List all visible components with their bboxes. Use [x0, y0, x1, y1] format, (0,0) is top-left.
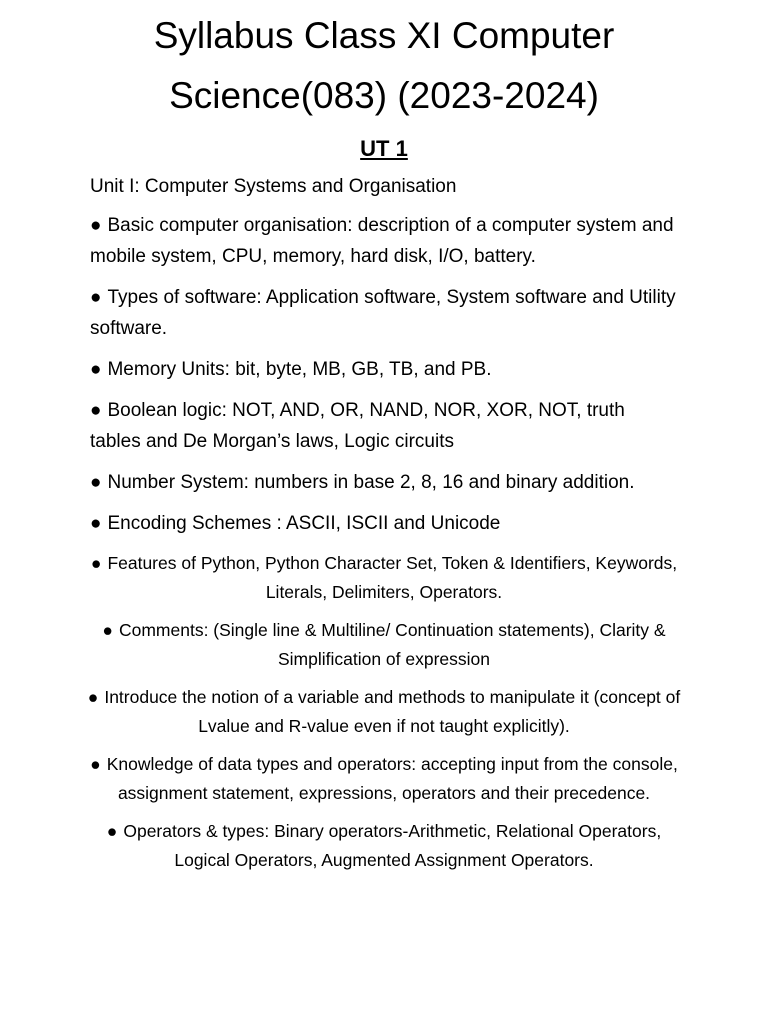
- bullet-icon: ●: [90, 287, 102, 308]
- list-item: [90, 508, 678, 539]
- list-item: [90, 395, 678, 457]
- unit-heading: Unit I: Computer Systems and Organisation: [90, 176, 457, 197]
- title-line-2: Science(083) (2023-2024): [169, 75, 599, 116]
- list-item-text: Types of software: Application software, System software and Utility software.: [90, 287, 676, 339]
- bullet-icon: ●: [87, 687, 99, 707]
- list-item: [90, 467, 678, 498]
- list-item-text: Introduce the notion of a variable and methods to manipulate it (concept of Lvalue and R-value even if not taught explicitly).: [104, 687, 681, 736]
- bullet-icon: ●: [90, 754, 101, 774]
- list-item-text: Number System: numbers in base 2, 8, 16 and binary addition.: [107, 472, 635, 493]
- title-line-1: Syllabus Class XI Computer: [153, 15, 615, 56]
- bullet-icon: ●: [90, 472, 102, 493]
- list-item: [80, 549, 688, 607]
- list-item: [90, 282, 678, 344]
- list-item-text: Basic computer organisation: description of a computer system and mobile system, CPU, memory, hard disk, I/O, battery.: [90, 215, 674, 267]
- section-heading: UT 1: [360, 136, 408, 161]
- page-title: [0, 0, 768, 126]
- bullet-icon: ●: [90, 553, 102, 573]
- list-item: [90, 750, 678, 808]
- bullet-icon: ●: [90, 400, 102, 421]
- list-item: [90, 354, 678, 385]
- list-item-text: Encoding Schemes : ASCII, ISCII and Unicode: [107, 513, 501, 534]
- bullet-icon: ●: [102, 620, 113, 640]
- list-item-text: Comments: (Single line & Multiline/ Continuation statements), Clarity & Simplification of expression: [118, 620, 666, 669]
- bullet-icon: ●: [90, 215, 102, 236]
- bullet-icon: ●: [106, 821, 118, 841]
- list-item-text: Memory Units: bit, byte, MB, GB, TB, and PB.: [107, 359, 492, 380]
- list-item-text: Knowledge of data types and operators: accepting input from the console, assignment statement, expressions, operators and their precedence.: [106, 754, 678, 803]
- list-item: [80, 616, 688, 674]
- list-item: [80, 683, 688, 741]
- list-item: [90, 210, 678, 272]
- list-item-text: Boolean logic: NOT, AND, OR, NAND, NOR, XOR, NOT, truth tables and De Morgan’s laws, Logic circuits: [90, 400, 625, 452]
- syllabus-content: [87, 172, 681, 884]
- list-item: [80, 817, 688, 875]
- list-item-text: Operators & types: Binary operators-Arithmetic, Relational Operators, Logical Operators, Augmented Assignment Operators.: [123, 821, 662, 870]
- bullet-icon: ●: [90, 513, 102, 534]
- bullet-icon: ●: [90, 359, 102, 380]
- list-item-text: Features of Python, Python Character Set, Token & Identifiers, Keywords, Literals, Delimiters, Operators.: [107, 553, 678, 602]
